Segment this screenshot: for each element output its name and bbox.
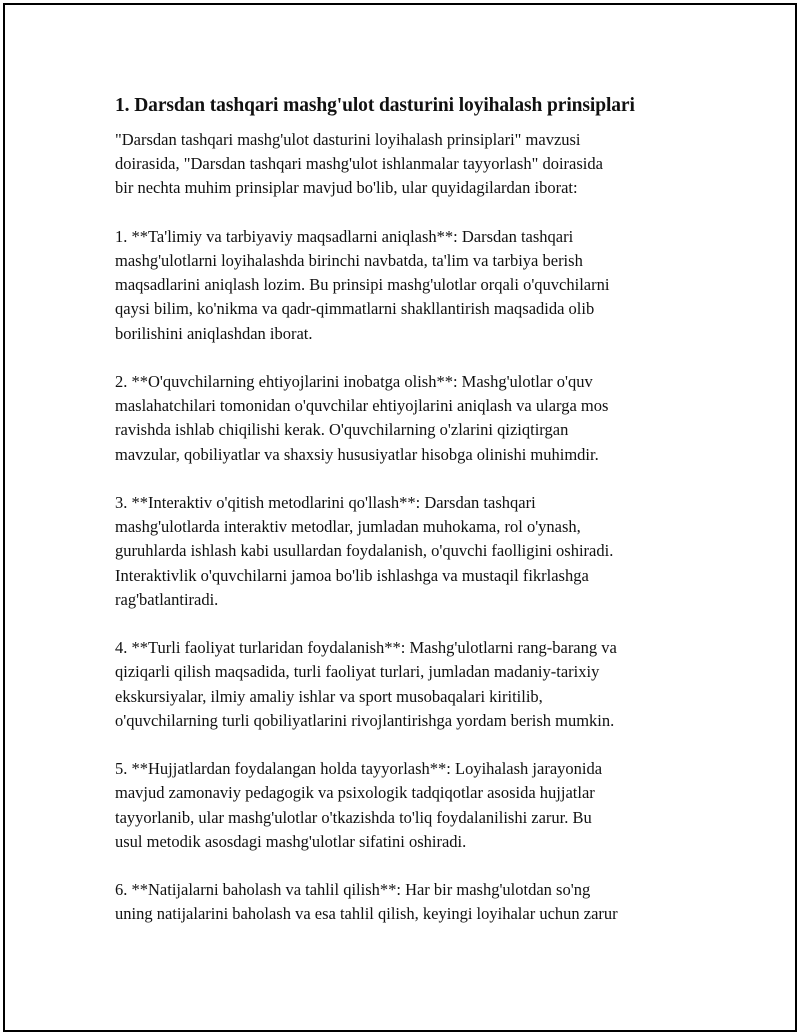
paragraph-principle-1 xyxy=(115,225,715,346)
text-line: 6. **Natijalarni baholash va tahlil qilish**: Har bir mashg'ulotdan so'ng xyxy=(115,880,591,900)
text-line: usul metodik asosdagi mashg'ulotlar sifatini oshiradi. xyxy=(115,831,467,851)
text-line: "Darsdan tashqari mashg'ulot dasturini loyihalash prinsiplari" mavzusi xyxy=(115,130,581,149)
paragraph-principle-3 xyxy=(115,491,715,612)
text-line: mavzular, qobiliyatlar va shaxsiy hususiyatlar hisobga olinishi muhimdir. xyxy=(115,444,599,464)
text-line: tayyorlanib, ular mashg'ulotlar o'tkazishda to'liq foydalanilishi zarur. Bu xyxy=(115,807,592,827)
text-line: doirasida, "Darsdan tashqari mashg'ulot ishlanmalar tayyorlash" doirasida xyxy=(115,154,603,174)
text-line: bir nechta muhim prinsiplar mavjud bo'lib, ular quyidagilardan iborat: xyxy=(115,178,578,198)
text-line: Interaktivlik o'quvchilarni jamoa bo'lib ishlashga va mustaqil fikrlashga xyxy=(115,565,589,585)
paragraph-principle-4 xyxy=(115,636,715,733)
text-line: 5. **Hujjatlardan foydalangan holda tayyorlash**: Loyihalash jarayonida xyxy=(115,759,603,779)
text-line: 2. **O'quvchilarning ehtiyojlarini inobatga olish**: Mashg'ulotlar o'quv xyxy=(115,372,593,391)
text-line: maslahatchilari tomonidan o'quvchilar ehtiyojlarini aniqlash va ularga mos xyxy=(115,396,609,416)
text-line: maqsadlarini aniqlash lozim. Bu prinsipi mashg'ulotlar orqali o'quvchilarni xyxy=(115,275,610,295)
document-body xyxy=(115,92,715,951)
text-line: mashg'ulotlarda interaktiv metodlar, jumladan muhokama, rol o'ynash, xyxy=(115,517,581,537)
text-line: 3. **Interaktiv o'qitish metodlarini qo'llash**: Darsdan tashqari xyxy=(115,493,536,512)
text-line: 4. **Turli faoliyat turlaridan foydalanish**: Mashg'ulotlarni rang-barang va xyxy=(115,638,617,658)
paragraph-principle-2 xyxy=(115,370,715,467)
text-line: ravishda ishlab chiqilishi kerak. O'quvchilarning o'zlarini qiziqtirgan xyxy=(115,420,569,440)
paragraph-principle-6 xyxy=(115,878,715,926)
text-line: qaysi bilim, ko'nikma va qadr-qimmatlarni shakllantirish maqsadida olib xyxy=(115,299,595,319)
text-line: uning natijalarini baholash va esa tahlil qilish, keyingi loyihalar uchun zarur xyxy=(115,904,618,924)
text-line: guruhlarda ishlash kabi usullardan foydalanish, o'quvchi faolligini oshiradi. xyxy=(115,541,614,561)
document-title: 1. Darsdan tashqari mashg'ulot dasturini loyihalash prinsiplari xyxy=(115,95,635,116)
paragraph-intro xyxy=(115,128,715,201)
text-line: mashg'ulotlarni loyihalashda birinchi navbatda, ta'lim va tarbiya berish xyxy=(115,251,583,270)
paragraph-principle-5 xyxy=(115,757,715,854)
text-line: qiziqarli qilish maqsadida, turli faoliyat turlari, jumladan madaniy-tarixiy xyxy=(115,662,600,682)
text-line: rag'batlantiradi. xyxy=(115,589,219,609)
text-line: ekskursiyalar, ilmiy amaliy ishlar va sport musobaqalari kiritilib, xyxy=(115,686,543,706)
text-line: o'quvchilarning turli qobiliyatlarini rivojlantirishga yordam berish mumkin. xyxy=(115,710,615,730)
text-line: borilishini aniqlashdan iborat. xyxy=(115,323,313,343)
text-line: mavjud zamonaviy pedagogik va psixologik tadqiqotlar asosida hujjatlar xyxy=(115,783,595,803)
text-line: 1. **Ta'limiy va tarbiyaviy maqsadlarni aniqlash**: Darsdan tashqari xyxy=(115,226,574,246)
